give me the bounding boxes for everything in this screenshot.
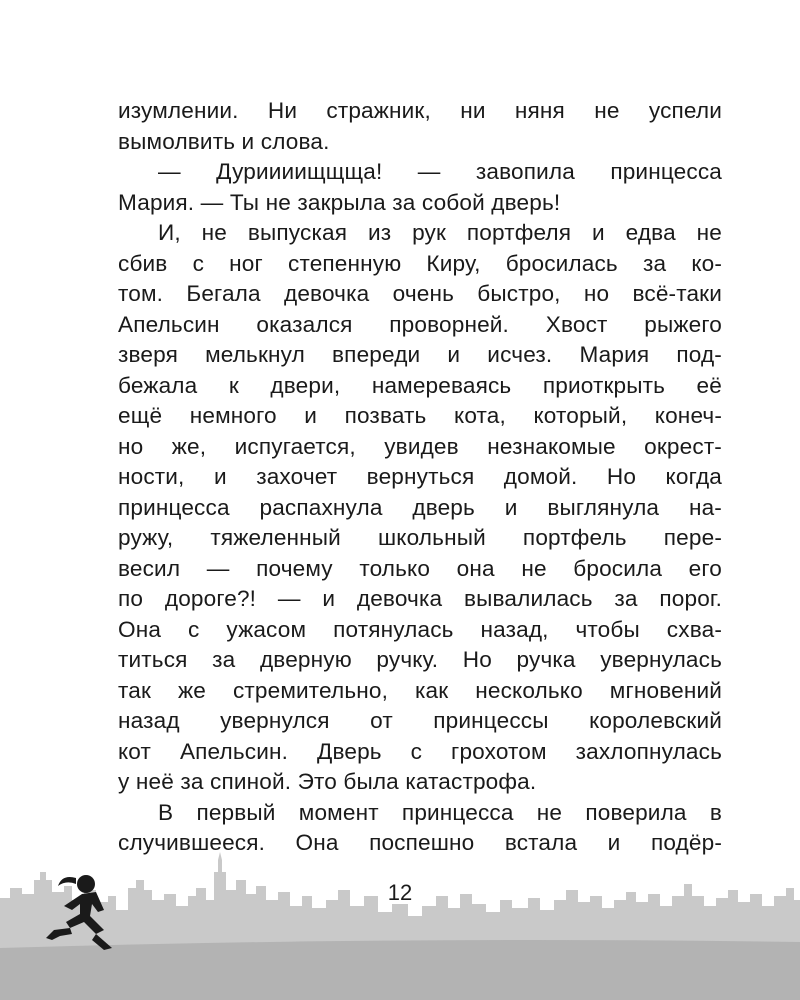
- text-line: И, не выпуская из рук портфеля и едва не: [158, 220, 722, 245]
- text-line: Она с ужасом потянулась назад, чтобы схва-: [118, 616, 722, 642]
- text-line: изумлении. Ни стражник, ни няня не успели: [118, 98, 722, 123]
- text-line: Мария. — Ты не закрыла за собой дверь!: [118, 189, 561, 215]
- text-line: — Дуриииищщща! — завопила принцесса: [158, 159, 722, 184]
- text-line: кот Апельсин. Дверь с грохотом захлопнулась: [118, 738, 722, 764]
- text-line: случившееся. Она поспешно встала и подёр-: [118, 830, 722, 855]
- text-line: том. Бегала девочка очень быстро, но всё-таки: [118, 281, 722, 306]
- body-text: [118, 96, 722, 859]
- ground-band: [0, 940, 800, 1000]
- text-line: весил — почему только она не бросила его: [118, 555, 722, 581]
- text-line: но же, испугается, увидев незнакомые окрест-: [118, 433, 722, 459]
- text-line: вымолвить и слова.: [118, 128, 330, 154]
- text-line: у неё за спиной. Это была катастрофа.: [118, 769, 537, 794]
- text-line: сбив с ног степенную Киру, бросилась за ко-: [118, 250, 722, 276]
- text-line: по дороге?! — и девочка вывалилась за порог.: [118, 586, 722, 611]
- text-line: ружу, тяжеленный школьный портфель пере-: [118, 525, 722, 550]
- text-line: ещё немного и позвать кота, который, конеч-: [118, 403, 722, 428]
- text-line: назад увернулся от принцессы королевский: [118, 708, 722, 733]
- text-line: принцесса распахнула дверь и выглянула на-: [118, 494, 722, 520]
- page-number: 12: [387, 880, 413, 905]
- text-line: титься за дверную ручку. Но ручка увернулась: [118, 647, 722, 672]
- text-line: ности, и захочет вернуться домой. Но когда: [118, 464, 722, 489]
- text-line: Апельсин оказался проворней. Хвост рыжего: [118, 311, 722, 337]
- text-line: зверя мелькнул впереди и исчез. Мария под-: [118, 342, 722, 367]
- text-line: так же стремительно, как несколько мгновений: [118, 677, 722, 703]
- city-skyline-illustration: [0, 850, 800, 1000]
- text-line: В первый момент принцесса не поверила в: [158, 799, 722, 825]
- text-line: бежала к двери, намереваясь приоткрыть её: [118, 372, 722, 398]
